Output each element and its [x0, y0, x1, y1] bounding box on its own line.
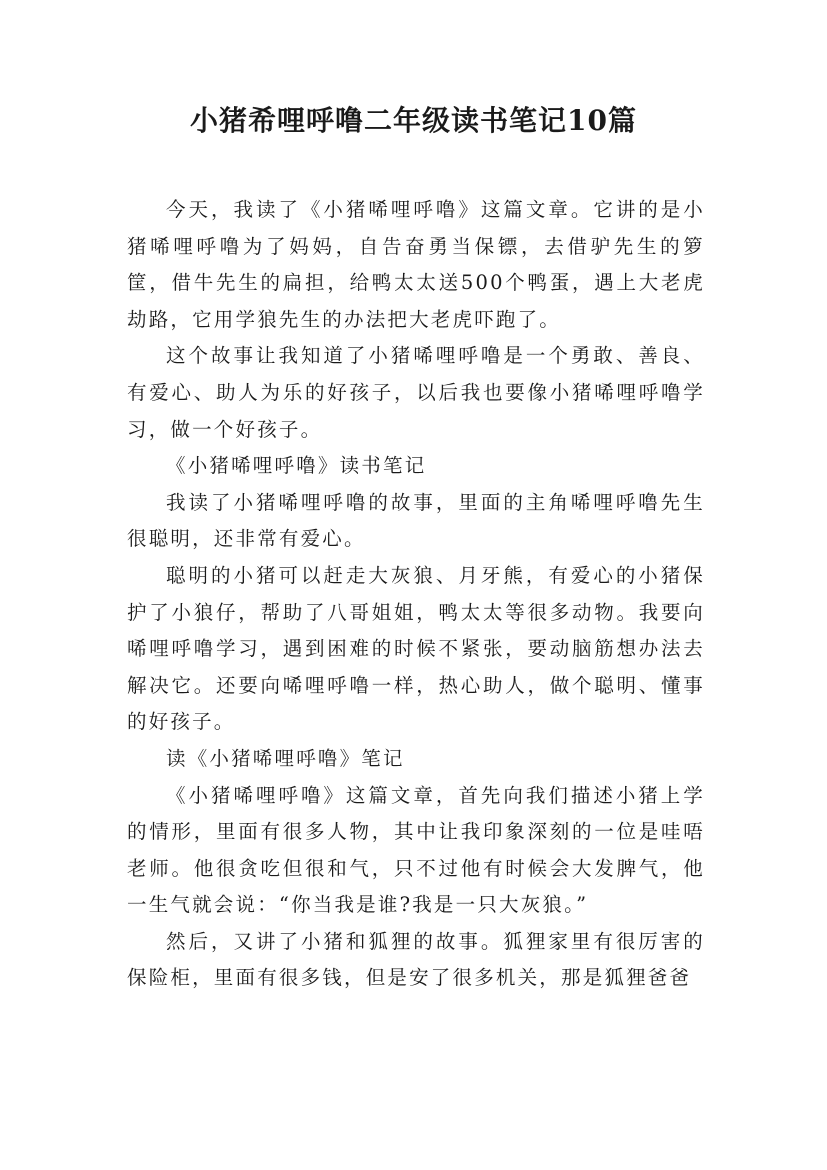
paragraph: 这个故事让我知道了小猪唏哩呼噜是一个勇敢、善良、有爱心、助人为乐的好孩子，以后我也要像小猪唏哩呼噜学习，做一个好孩子。	[127, 344, 705, 441]
paragraph: 然后，又讲了小猪和狐狸的故事。狐狸家里有很厉害的保险柜，里面有很多钱，但是安了很多机关，那是狐狸爸爸	[127, 929, 705, 990]
section-heading: 《小猪唏哩呼噜》读书笔记	[166, 454, 427, 478]
paragraph: 聪明的小猪可以赶走大灰狼、月牙熊，有爱心的小猪保护了小狼仔，帮助了八哥姐姐，鸭太太等很多动物。我要向唏哩呼噜学习，遇到困难的时候不紧张，要动脑筋想办法去解决它。还要向唏哩呼噜一样，热心助人，做个聪明、懂事的好孩子。	[127, 563, 705, 734]
section-heading: 读《小猪唏哩呼噜》笔记	[166, 746, 405, 770]
document-title: 小猪希哩呼噜二年级读书笔记10篇	[190, 104, 637, 137]
paragraph: 今天，我读了《小猪唏哩呼噜》这篇文章。它讲的是小猪唏哩呼噜为了妈妈，自告奋勇当保镖，去借驴先生的箩筐，借牛先生的扁担，给鸭太太送500个鸭蛋，遇上大老虎劫路，它用学狼先生的办法把大老虎吓跑了。	[127, 198, 705, 331]
document-body	[127, 192, 705, 997]
paragraph: 我读了小猪唏哩呼噜的故事，里面的主角唏哩呼噜先生很聪明，还非常有爱心。	[127, 490, 705, 551]
paragraph: 《小猪唏哩呼噜》这篇文章，首先向我们描述小猪上学的情形，里面有很多人物，其中让我印象深刻的一位是哇唔老师。他很贪吃但很和气，只不过他有时候会大发脾气，他一生气就会说：“你当我是谁?我是一只大灰狼。”	[127, 783, 705, 917]
